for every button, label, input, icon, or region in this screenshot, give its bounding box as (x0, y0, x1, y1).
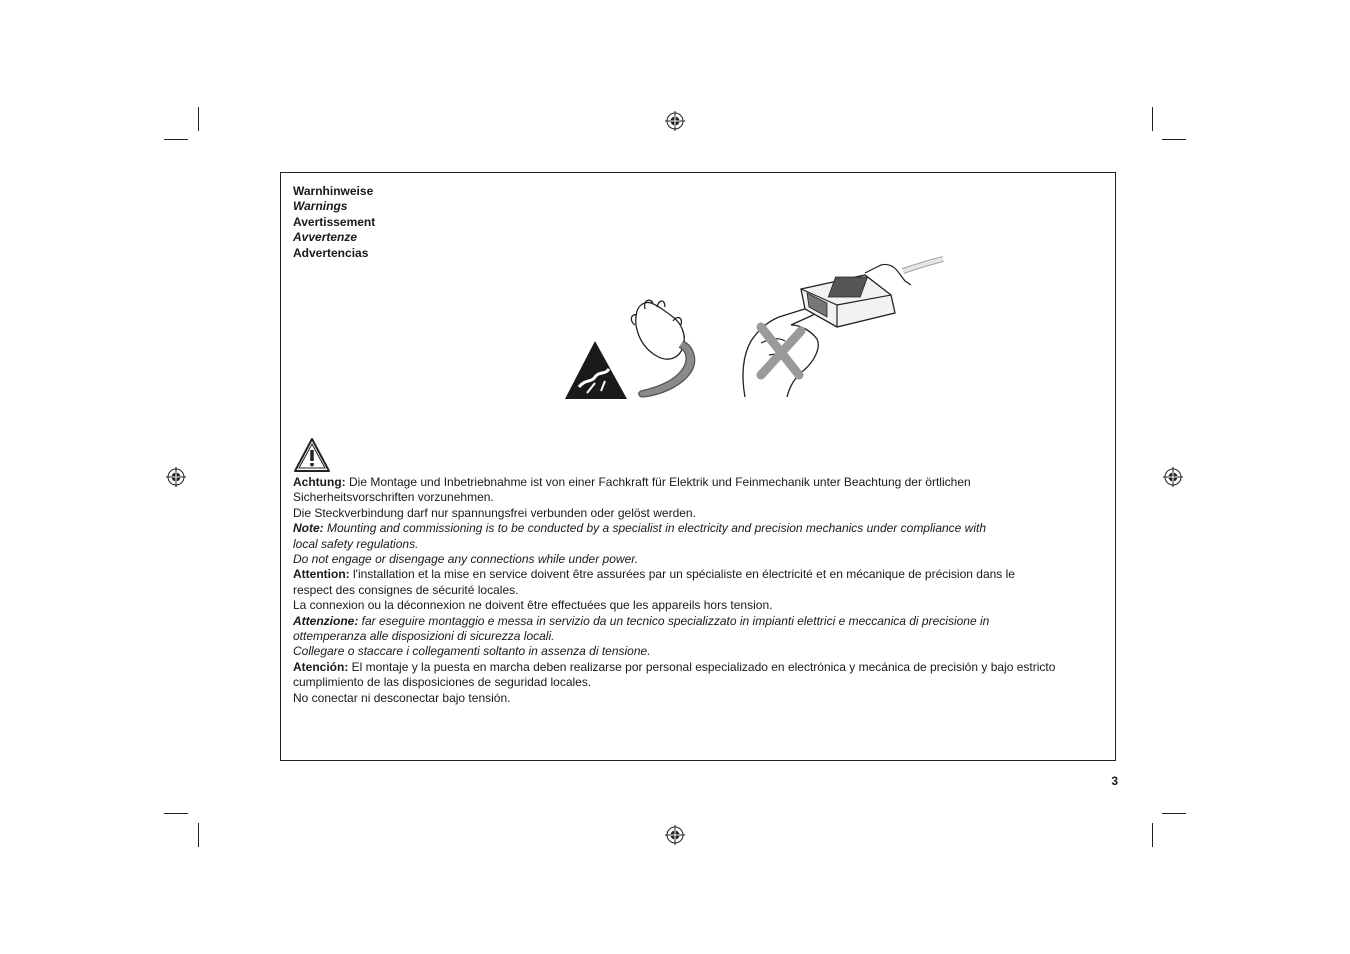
label-it: Attenzione: (293, 613, 359, 628)
text-en-1: Mounting and commissioning is to be conducted by a specialist in electricity and precision mechanics under compliance with (323, 521, 987, 536)
heading-de: Warnhinweise (293, 184, 374, 198)
text-it-3: Collegare o staccare i collegamenti soltanto in assenza di tensione. (293, 644, 651, 659)
label-fr: Attention: (293, 567, 350, 582)
esd-illustration (565, 251, 945, 401)
text-es-3: No conectar ni desconectar bajo tensión. (293, 690, 511, 705)
text-fr-2: respect des consignes de sécurité locales. (293, 582, 519, 597)
heading-es: Advertencias (293, 245, 369, 260)
text-it-2: ottemperanza alle disposizioni di sicurezza locali. (293, 629, 555, 644)
heading-fr: Avertissement (293, 214, 376, 229)
text-de-3: Die Steckverbindung darf nur spannungsfrei verbunden oder gelöst werden. (293, 505, 696, 520)
label-de: Achtung: (293, 475, 346, 489)
paragraph-en (293, 521, 1093, 536)
text-en-3: Do not engage or disengage any connections while under power. (293, 552, 639, 567)
headings (293, 184, 375, 261)
crop-mark (1152, 823, 1153, 847)
paragraph-es (293, 660, 1093, 675)
heading-en: Warnings (293, 199, 348, 214)
text-en-2: local safety regulations. (293, 536, 419, 551)
registration-mark-icon (1163, 467, 1183, 487)
wrist-strap-icon (631, 300, 694, 397)
crop-mark (198, 823, 199, 847)
page-number: 3 (1111, 774, 1118, 788)
crop-mark (164, 813, 188, 814)
label-es: Atención: (293, 659, 349, 674)
heading-it: Avvertenze (293, 230, 358, 245)
paragraph-de (293, 475, 1093, 490)
text-fr-3: La connexion ou la déconnexion ne doivent être effectuées que les appareils hors tension. (293, 598, 773, 613)
crop-mark (164, 139, 188, 140)
crop-mark (1162, 813, 1186, 814)
paragraph-fr (293, 567, 1093, 582)
text-fr-1: l'installation et la mise en service doivent être assurées par un spécialiste en électricité et en mécanique de précision dans le (349, 567, 1015, 582)
text-de-2: Sicherheitsvorschriften vorzunehmen. (293, 490, 494, 505)
text-es-2: cumplimiento de las disposiciones de seguridad locales. (293, 675, 592, 690)
crop-mark (1152, 107, 1153, 131)
esd-warning-icon (565, 341, 627, 399)
label-en: Note: (293, 521, 324, 536)
text-it-1: far eseguire montaggio e messa in servizio da un tecnico specializzato in impianti elettrici e meccanica di precisione in (358, 613, 990, 628)
no-touch-connector-icon (743, 259, 943, 397)
warning-text (293, 475, 1093, 706)
registration-mark-icon (665, 111, 685, 131)
text-de-1: Die Montage und Inbetriebnahme ist von einer Fachkraft für Elektrik und Feinmechanik unter Beachtung der örtlichen (345, 475, 971, 489)
crop-mark (1162, 139, 1186, 140)
registration-mark-icon (665, 825, 685, 845)
caution-triangle-icon (293, 437, 331, 473)
registration-mark-icon (166, 467, 186, 487)
paragraph-it (293, 614, 1093, 629)
text-es-1: El montaje y la puesta en marcha deben realizarse por personal especializado en electrónica y mecánica de precisión y bajo estricto (348, 659, 1056, 674)
crop-mark (198, 107, 199, 131)
warnings-frame (280, 172, 1116, 761)
